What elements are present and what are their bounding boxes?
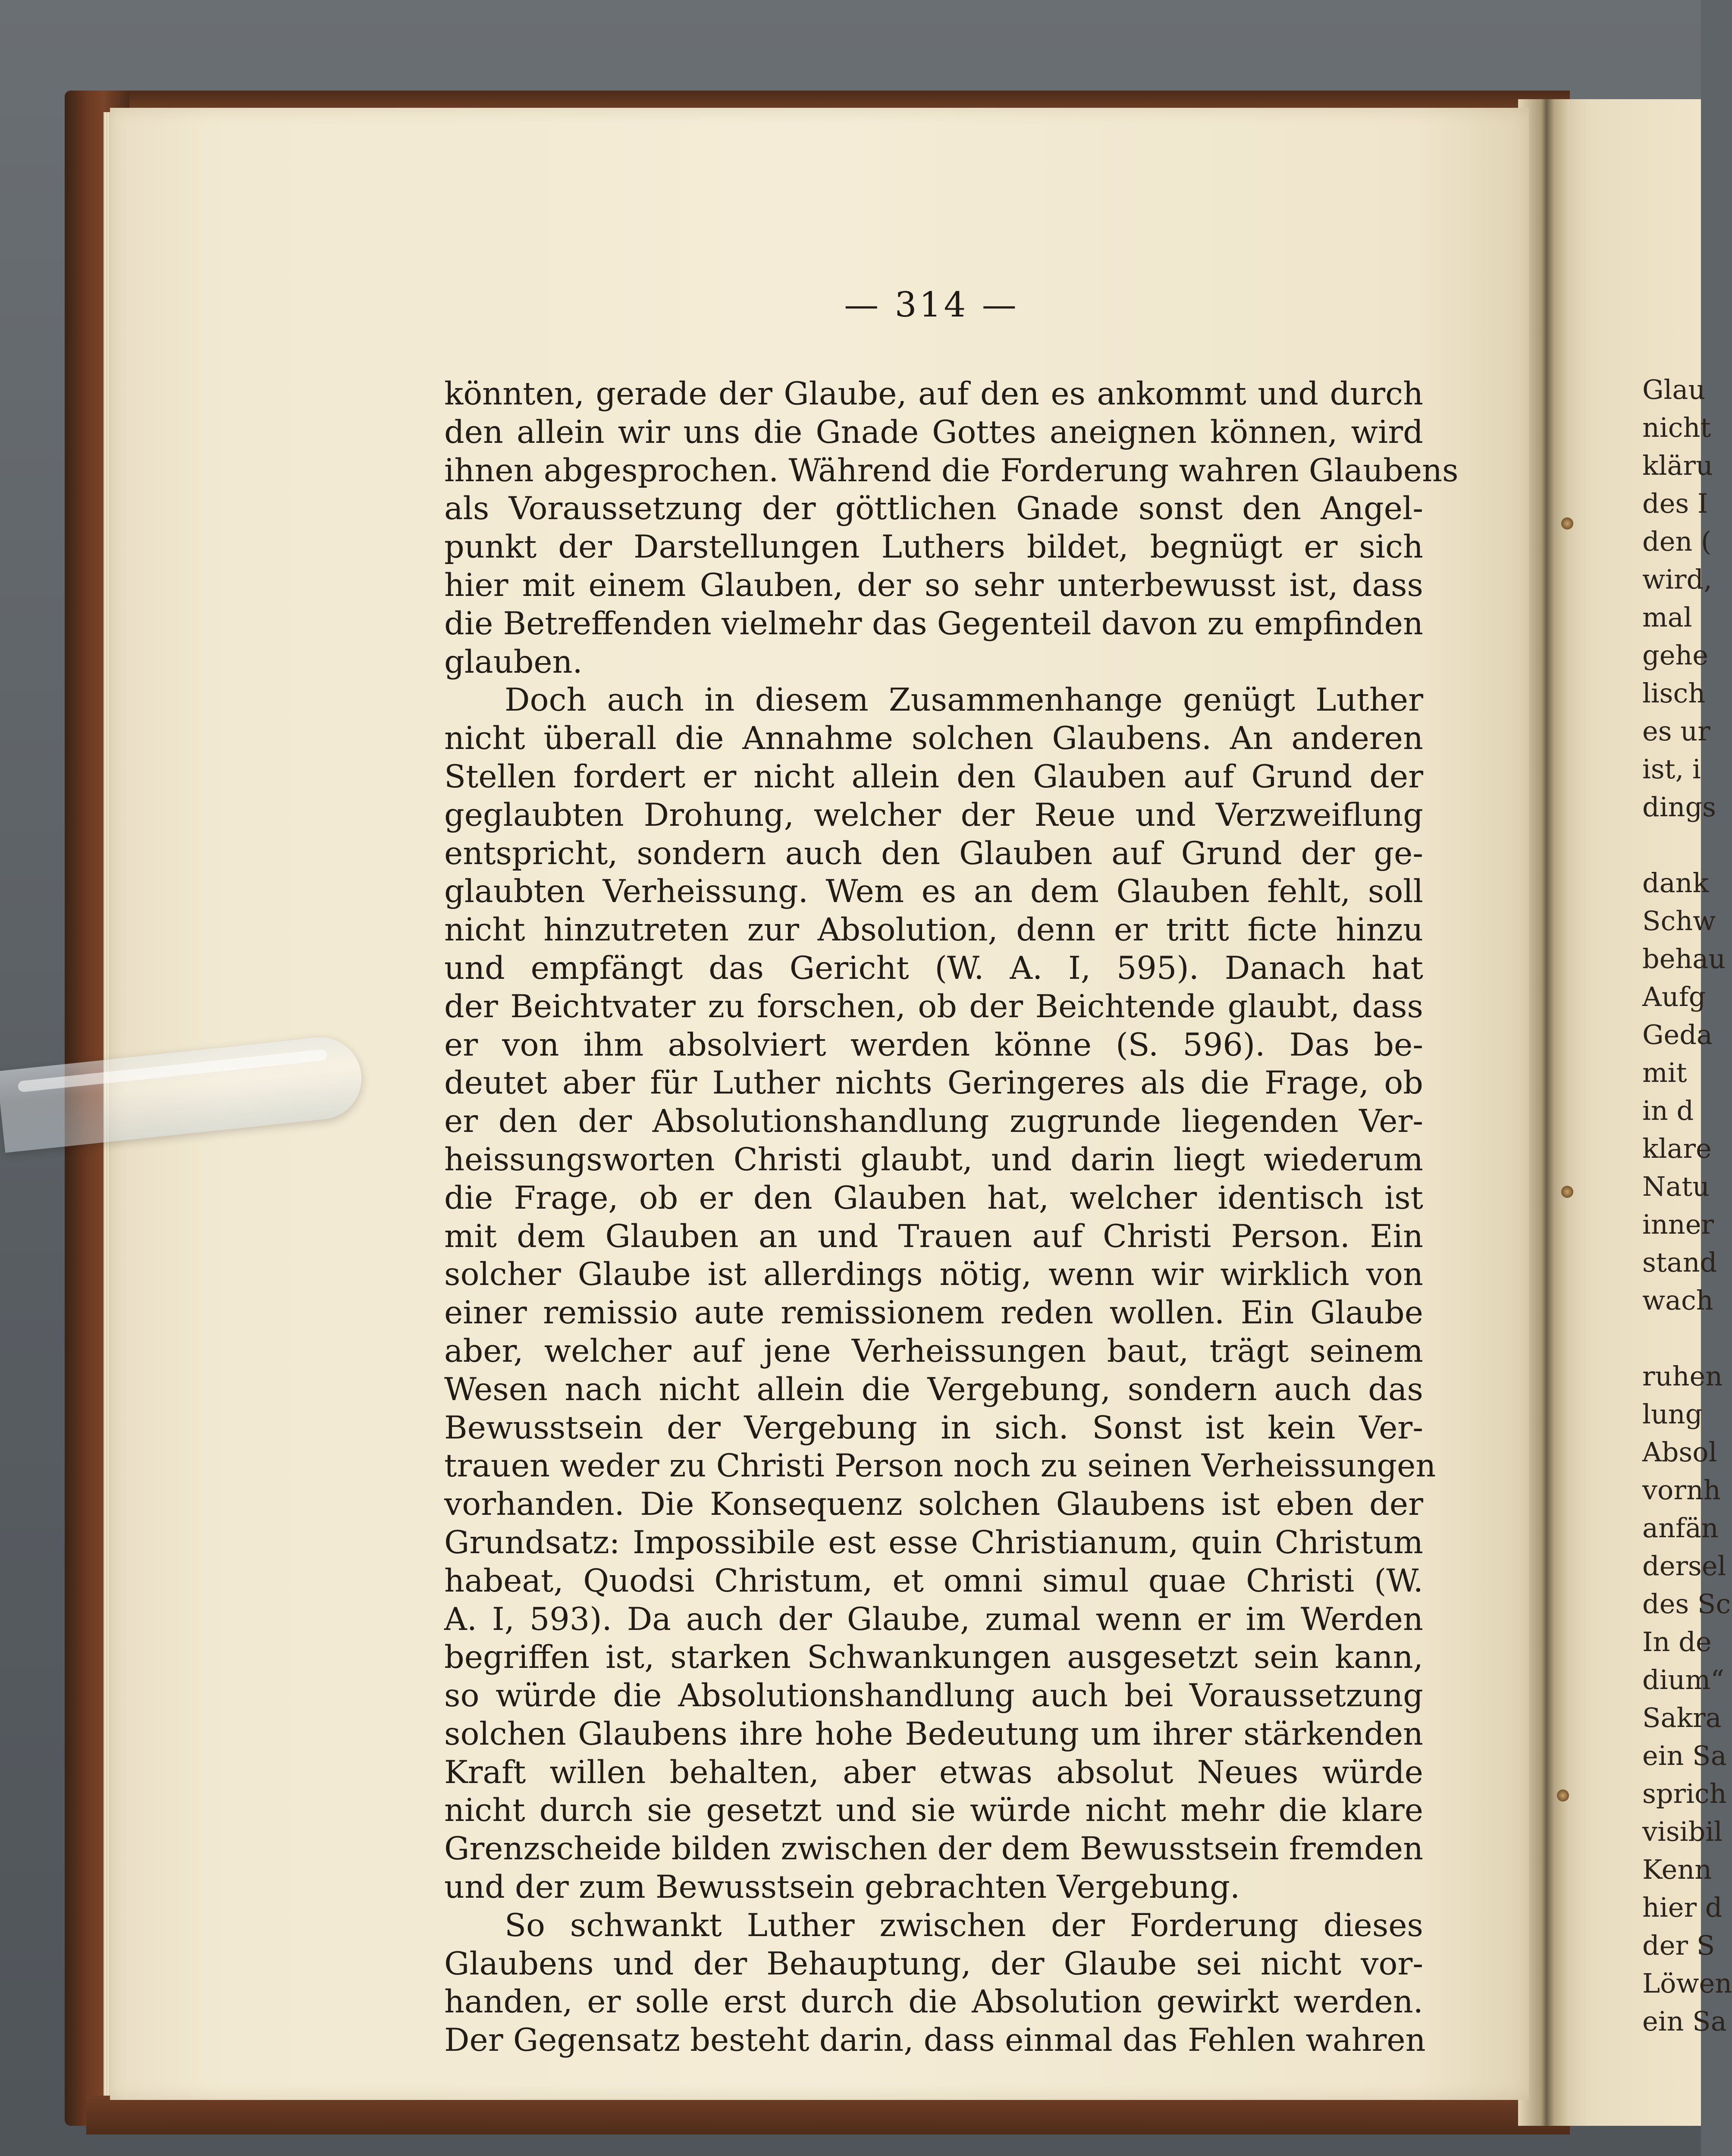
text-line: Glaubens und der Behauptung, der Glaube sei nicht vor- bbox=[444, 1945, 1423, 1982]
text-line: die Frage, ob er den Glauben hat, welcher identisch ist bbox=[444, 1179, 1423, 1216]
text-line: begriffen ist, starken Schwankungen ausgesetzt sein kann, bbox=[444, 1639, 1423, 1676]
facing-text-fragment: anfän bbox=[1642, 1512, 1719, 1544]
text-line: er den der Absolutionshandlung zugrunde liegenden Ver- bbox=[444, 1103, 1423, 1140]
text-line: solcher Glaube ist allerdings nötig, wenn wir wirklich von bbox=[444, 1256, 1423, 1293]
facing-text-fragment: hier d bbox=[1642, 1892, 1723, 1923]
page-body-text bbox=[444, 375, 1459, 2060]
facing-text-fragment: Glau bbox=[1642, 374, 1706, 405]
text-line: er von ihm absolviert werden könne (S. 596). Das be- bbox=[444, 1026, 1423, 1063]
facing-text-fragment: dings bbox=[1642, 791, 1716, 823]
text-line: A. I, 593). Da auch der Glaube, zumal wenn er im Werden bbox=[444, 1601, 1423, 1638]
facing-text-fragment: dank bbox=[1642, 867, 1709, 899]
text-line: und empfängt das Gericht (W. A. I, 595). Danach hat bbox=[444, 950, 1423, 987]
facing-text-fragment: ruhen bbox=[1642, 1360, 1723, 1392]
facing-text-fragment: mal bbox=[1642, 602, 1692, 633]
text-line: Doch auch in diesem Zusammenhange genügt Luther bbox=[505, 682, 1423, 719]
facing-text-fragment: nicht bbox=[1642, 412, 1711, 443]
facing-text-fragment: Natu bbox=[1642, 1171, 1710, 1202]
text-line: könnten, gerade der Glaube, auf den es ankommt und durch bbox=[444, 376, 1423, 412]
facing-text-fragment: Geda bbox=[1642, 1019, 1713, 1050]
facing-text-fragment: inner bbox=[1642, 1209, 1714, 1240]
facing-text-fragment: es ur bbox=[1642, 715, 1710, 747]
text-line: punkt der Darstellungen Luthers bildet, begnügt er sich bbox=[444, 529, 1423, 566]
facing-text-fragment: des Sc bbox=[1642, 1588, 1731, 1620]
text-line: solchen Glaubens ihre hohe Bedeutung um ihrer stärkenden bbox=[444, 1715, 1423, 1752]
facing-text-fragment: Schw bbox=[1642, 905, 1716, 937]
facing-text-fragment: visibil bbox=[1642, 1816, 1723, 1847]
text-line: einer remissio aute remissionem reden wollen. Ein Glaube bbox=[444, 1294, 1423, 1332]
facing-text-fragment: stand bbox=[1642, 1247, 1717, 1278]
text-line: der Beichtvater zu forschen, ob der Beichtende glaubt, dass bbox=[444, 988, 1423, 1025]
facing-text-fragment: mit bbox=[1642, 1057, 1687, 1088]
facing-text-fragment: des I bbox=[1642, 488, 1708, 519]
book-cover-bottom-edge bbox=[86, 2096, 1570, 2134]
text-line: nicht durch sie gesetzt und sie würde nicht mehr die klare bbox=[444, 1792, 1423, 1829]
text-line: und der zum Bewusstsein gebrachten Vergebung. bbox=[444, 1869, 1240, 1906]
facing-text-fragment: Kenn bbox=[1642, 1854, 1712, 1885]
text-line: hier mit einem Glauben, der so sehr unterbewusst ist, dass bbox=[444, 567, 1423, 604]
facing-text-fragment: ein Sa bbox=[1642, 1740, 1727, 1771]
facing-text-fragment: Absol bbox=[1642, 1436, 1717, 1468]
text-line: habeat, Quodsi Christum, et omni simul quae Christi (W. bbox=[444, 1562, 1423, 1599]
text-line: handen, er solle erst durch die Absolution gewirkt werden. bbox=[444, 1984, 1423, 2021]
paragraph-gap bbox=[1642, 826, 1701, 864]
text-line: mit dem Glauben an und Trauen auf Christi Person. Ein bbox=[444, 1218, 1423, 1255]
facing-text-fragment: den ( bbox=[1642, 526, 1712, 557]
facing-text-fragment: vornh bbox=[1642, 1474, 1721, 1506]
text-line: geglaubten Drohung, welcher der Reue und Verzweiflung bbox=[444, 796, 1423, 834]
text-line: nicht hinzutreten zur Absolution, denn er tritt ficte hinzu bbox=[444, 912, 1423, 949]
facing-text-fragment: Aufg bbox=[1642, 981, 1706, 1012]
text-line: so würde die Absolutionshandlung auch bei Voraussetzung bbox=[444, 1677, 1423, 1714]
text-line: deutet aber für Luther nichts Geringeres als die Frage, ob bbox=[444, 1065, 1423, 1102]
text-line: trauen weder zu Christi Person noch zu seinen Verheissungen bbox=[444, 1448, 1436, 1485]
text-line: ihnen abgesprochen. Während die Forderung wahren Glaubens bbox=[444, 452, 1459, 489]
facing-text-fragment: Sakra bbox=[1642, 1702, 1722, 1733]
text-line: heissungsworten Christi glaubt, und darin liegt wiederum bbox=[444, 1141, 1423, 1178]
facing-text-fragment: dium“ bbox=[1642, 1664, 1724, 1695]
text-line: nicht überall die Annahme solchen Glaubens. An anderen bbox=[444, 720, 1423, 757]
facing-text-fragment: gehe bbox=[1642, 639, 1709, 671]
text-line: glauben. bbox=[444, 643, 583, 680]
text-line: Wesen nach nicht allein die Vergebung, sondern auch das bbox=[444, 1371, 1423, 1408]
facing-text-fragment: in d bbox=[1642, 1095, 1694, 1126]
binding-thread-icon bbox=[1561, 517, 1573, 530]
text-line: Bewusstsein der Vergebung in sich. Sonst ist kein Ver- bbox=[444, 1409, 1423, 1446]
text-line: als Voraussetzung der göttlichen Gnade sonst den Angel- bbox=[444, 490, 1423, 527]
facing-text-fragment: In de bbox=[1642, 1626, 1712, 1658]
facing-text-fragment: wach bbox=[1642, 1285, 1713, 1316]
binding-thread-icon bbox=[1561, 1186, 1573, 1198]
facing-text-fragment: ist, i bbox=[1642, 753, 1701, 785]
text-line: den allein wir uns die Gnade Gottes aneignen können, wird bbox=[444, 414, 1423, 451]
page-number: — 314 — bbox=[844, 285, 1019, 325]
facing-text-fragment: wird, bbox=[1642, 564, 1712, 595]
facing-text-fragment: lisch bbox=[1642, 677, 1706, 709]
text-line: Grenzscheide bilden zwischen der dem Bewusstsein fremden bbox=[444, 1830, 1424, 1868]
facing-text-fragment: der S bbox=[1642, 1930, 1715, 1961]
binding-thread-icon bbox=[1557, 1789, 1569, 1802]
facing-text-fragment: lung bbox=[1642, 1398, 1703, 1430]
text-line: aber, welcher auf jene Verheissungen baut, trägt seinem bbox=[444, 1332, 1423, 1369]
facing-text-fragment: klare bbox=[1642, 1133, 1712, 1164]
text-line: vorhanden. Die Konsequenz solchen Glaubens ist eben der bbox=[444, 1486, 1423, 1523]
text-line: die Betreffenden vielmehr das Gegenteil davon zu empfinden bbox=[444, 605, 1423, 642]
text-line: Der Gegensatz besteht darin, dass einmal das Fehlen wahren bbox=[444, 2022, 1426, 2059]
text-line: Grundsatz: Impossibile est esse Christianum, quin Christum bbox=[444, 1524, 1423, 1561]
text-line: Kraft willen behalten, aber etwas absolut Neues würde bbox=[444, 1754, 1423, 1791]
text-line: So schwankt Luther zwischen der Forderung dieses bbox=[505, 1907, 1423, 1944]
text-line: entspricht, sondern auch den Glauben auf Grund der ge- bbox=[444, 835, 1423, 872]
facing-text-fragment: ein Sa bbox=[1642, 2006, 1727, 2037]
text-line: Stellen fordert er nicht allein den Glauben auf Grund der bbox=[444, 758, 1423, 795]
facing-page-text-fragments bbox=[1642, 371, 1732, 2040]
paragraph-gap bbox=[1642, 1319, 1701, 1357]
facing-text-fragment: behau bbox=[1642, 943, 1726, 975]
facing-text-fragment: kläru bbox=[1642, 450, 1713, 481]
facing-text-fragment: dersel bbox=[1642, 1550, 1726, 1582]
text-line: glaubten Verheissung. Wem es an dem Glauben fehlt, soll bbox=[444, 873, 1423, 910]
facing-text-fragment: Löwen bbox=[1642, 1968, 1732, 1999]
facing-text-fragment: sprich bbox=[1642, 1778, 1727, 1809]
